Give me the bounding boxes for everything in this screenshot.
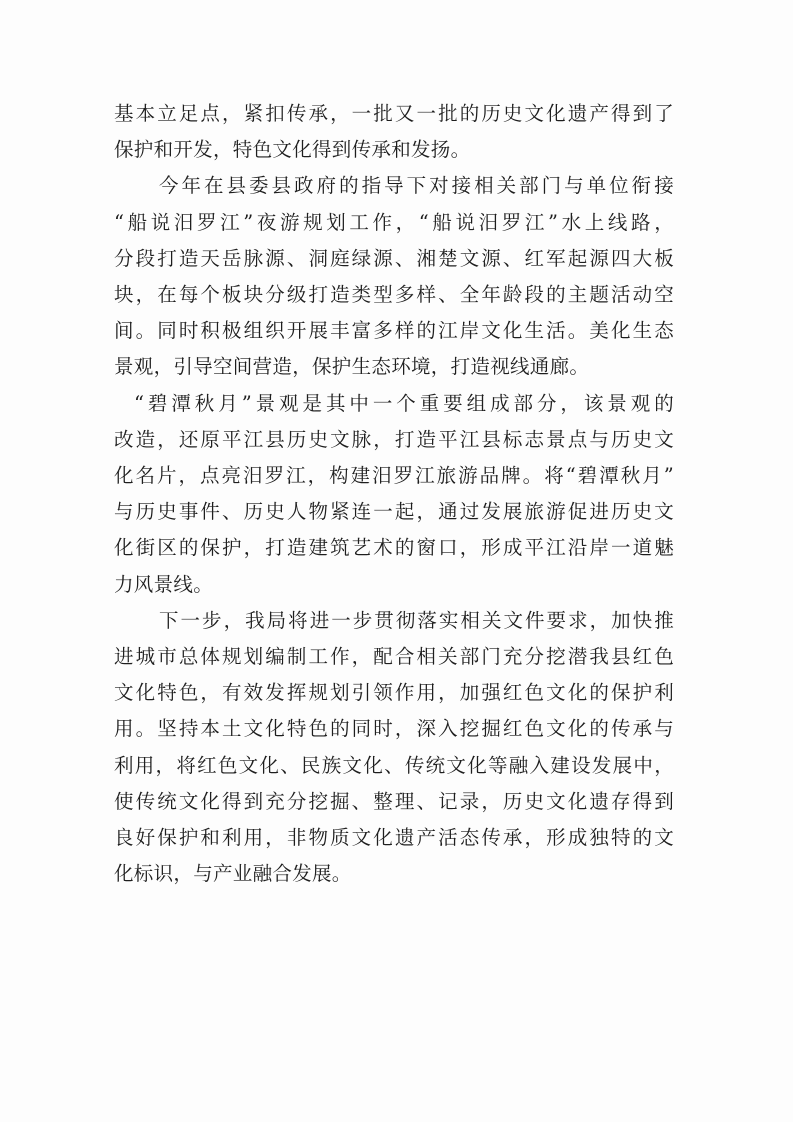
text-line: 用。坚持本土文化特色的同时，深入挖掘红色文化的传承与: [114, 717, 674, 741]
text-line: 进城市总体规划编制工作，配合相关部门充分挖潜我县红色: [114, 645, 674, 669]
paragraph-heritage: [114, 96, 674, 168]
text-line: 化标识，与产业融合发展。: [114, 862, 352, 886]
paragraph-night-tour: [114, 168, 674, 385]
text-line: 力风景线。: [114, 572, 214, 596]
text-line: 文化特色，有效发挥规划引领作用，加强红色文化的保护利: [114, 681, 674, 705]
text-line: 下一步，我局将进一步贯彻落实相关文件要求，加快推: [159, 608, 674, 632]
paragraph-bitan-qiuyue: [114, 386, 674, 603]
text-line: “碧潭秋月”景观是其中一个重要组成部分，该景观的: [134, 391, 674, 415]
text-line: 保护和开发，特色文化得到传承和发扬。: [114, 138, 471, 162]
text-line: 良好保护和利用，非物质文化遗产活态传承，形成独特的文: [114, 826, 674, 850]
text-line: 间。同时积极组织开展丰富多样的江岸文化生活。美化生态: [114, 319, 674, 343]
text-line: 使传统文化得到充分挖掘、整理、记录，历史文化遗存得到: [114, 789, 674, 813]
text-line: 改造，还原平江县历史文脉，打造平江县标志景点与历史文: [114, 427, 674, 451]
document-body: [114, 96, 674, 892]
text-line: 景观，引导空间营造，保护生态环境，打造视线通廊。: [114, 355, 590, 379]
text-line: 化名片，点亮汨罗江，构建汨罗江旅游品牌。将“碧潭秋月”: [114, 464, 674, 488]
text-line: 与历史事件、历史人物紧连一起，通过发展旅游促进历史文: [114, 500, 674, 524]
text-line: 基本立足点，紧扣传承，一批又一批的历史文化遗产得到了: [114, 102, 674, 125]
text-line: 分段打造天岳脉源、洞庭绿源、湘楚文源、红军起源四大板: [114, 246, 674, 270]
text-line: 块，在每个板块分级打造类型多样、全年龄段的主题活动空: [114, 283, 674, 307]
text-line: 利用，将红色文化、民族文化、传统文化等融入建设发展中，: [114, 753, 674, 777]
text-line: 今年在县委县政府的指导下对接相关部门与单位衔接: [159, 174, 674, 198]
text-line: 化街区的保护，打造建筑艺术的窗口，形成平江沿岸一道魅: [114, 536, 674, 560]
text-line: “船说汨罗江”夜游规划工作，“船说汨罗江”水上线路，: [114, 210, 674, 234]
paragraph-next-steps: [114, 603, 674, 893]
